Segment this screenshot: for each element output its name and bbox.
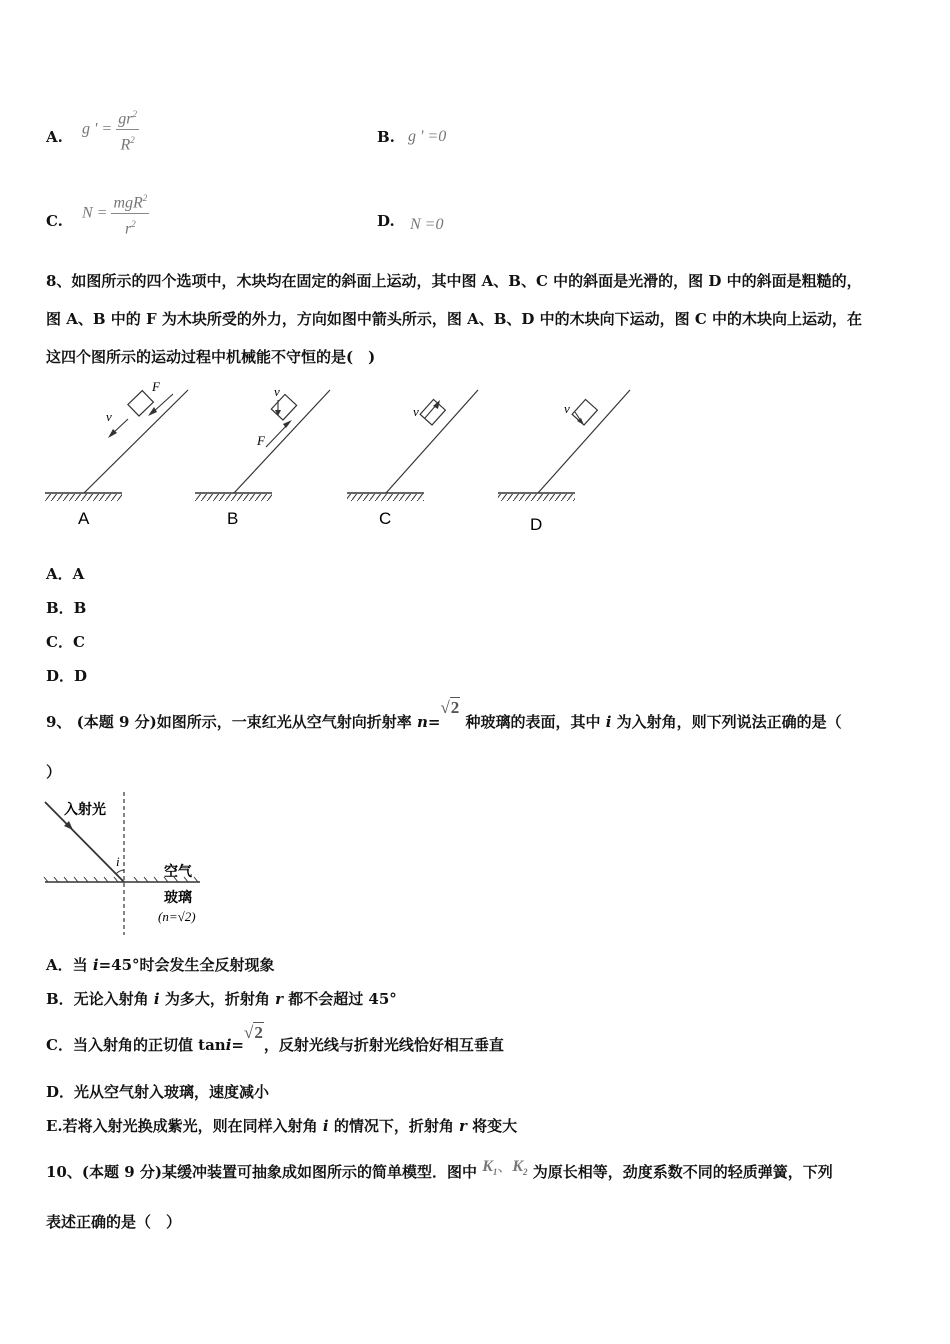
q7-option-b-formula: g ' =0 xyxy=(408,128,447,145)
q9-i: i xyxy=(605,713,612,731)
q9-c-eq: = xyxy=(231,1036,244,1054)
q7-c-num-exp: 2 xyxy=(142,193,148,203)
q8-option-c: C．C xyxy=(46,633,85,651)
q9-stem-post: 种玻璃的表面，其中 xyxy=(460,713,606,731)
q7-option-a-letter: A. xyxy=(46,128,63,146)
q8-d-velocity-label: v xyxy=(564,401,570,416)
q7-option-d-letter: D. xyxy=(377,212,395,230)
q9-e-mid: 的情况下，折射角 xyxy=(328,1117,460,1135)
q9-option-a xyxy=(46,954,275,975)
q9-b-mid: 为多大，折射角 xyxy=(159,990,276,1008)
q9-fig-incident-label: 入射光 xyxy=(64,802,106,818)
q8-a-label: A xyxy=(78,509,90,528)
q9-c-sqrt: √2 xyxy=(244,1023,263,1042)
q8-figure-a xyxy=(45,380,188,528)
q9-fig-glass-label: 玻璃 xyxy=(164,890,192,906)
q8-b-velocity-label: v xyxy=(274,384,280,399)
q9-b-r: r xyxy=(275,990,283,1008)
q9-e-r: r xyxy=(459,1117,467,1135)
q7-c-den: r xyxy=(125,220,132,238)
q8-line-2: 图 A、B 中的 F 为木块所受的外力，方向如图中箭头所示，图 A、B、D 中的木块向下运动，图 C 中的木块向上运动，在 xyxy=(46,310,863,328)
q9-option-d: D．光从空气射入玻璃，速度减小 xyxy=(46,1083,270,1101)
q10-pre: 10、(本题 9 分)某缓冲装置可抽象成如图所示的简单模型．图中 xyxy=(46,1163,483,1181)
q9-fig-i-label: i xyxy=(116,854,120,869)
q10-k1-sub: 1 xyxy=(492,1167,498,1178)
q8-line-1: 8、如图所示的四个选项中，木块均在固定的斜面上运动，其中图 A、B、C 中的斜面是光滑的，图 D 中的斜面是粗糙的， xyxy=(46,272,862,290)
q8-b-force-label: F xyxy=(257,433,265,448)
q8-c-label: C xyxy=(379,509,392,528)
q7-option-c-letter: C. xyxy=(46,212,63,230)
q9-n-label: n= xyxy=(416,713,441,731)
q10-stem xyxy=(46,1157,833,1183)
q10-k1-letter: K xyxy=(482,1158,493,1175)
q7-a-num: gr xyxy=(118,110,133,128)
q8-option-d: D．D xyxy=(46,667,88,685)
q7-a-den: R xyxy=(120,136,131,154)
q9-fig-n-label: (n=√2) xyxy=(158,909,196,924)
q9-sqrt-value: 2 xyxy=(450,698,460,717)
q9-c-post: ，反射光线与折射光线恰好相互垂直 xyxy=(263,1036,504,1054)
q9-c-i: i xyxy=(225,1036,232,1054)
q8-d-label: D xyxy=(530,515,543,534)
q7-option-a-formula xyxy=(82,104,139,156)
q10-k2-sub: 2 xyxy=(523,1167,528,1178)
q9-b-i: i xyxy=(153,990,160,1008)
q10-k1 xyxy=(482,1158,498,1178)
q8-line-3: 这四个图所示的运动过程中机械能不守恒的是( ) xyxy=(46,348,376,366)
q9-c-sqrt-value: 2 xyxy=(254,1023,263,1042)
q9-c-pre: C．当入射角的正切值 tan xyxy=(46,1036,226,1054)
q8-a-force-label: F xyxy=(152,380,160,394)
q9-a-post: =45°时会发生全反射现象 xyxy=(98,956,275,974)
q9-stem-post2: 为入射角，则下列说法正确的是（ xyxy=(611,713,842,731)
q9-option-b xyxy=(46,988,397,1009)
q9-option-e xyxy=(46,1115,517,1136)
q9-option-c xyxy=(46,1023,504,1055)
q9-e-post: 将变大 xyxy=(466,1117,518,1135)
q8-incline-figures xyxy=(40,380,660,540)
q9-refraction-figure xyxy=(40,790,210,935)
q9-fig-air-label: 空气 xyxy=(164,864,192,880)
q7-option-c-formula xyxy=(82,188,149,240)
q7-a-lhs: g ' = xyxy=(82,120,113,138)
q10-k2-letter: K xyxy=(512,1158,524,1175)
q10-line-2: 表述正确的是（ ） xyxy=(46,1213,182,1231)
q9-a-pre: A．当 xyxy=(46,956,93,974)
q7-option-d-formula: N =0 xyxy=(410,216,444,233)
q7-option-b-letter: B. xyxy=(377,128,395,146)
q7-c-lhs: N = xyxy=(82,204,108,222)
q7-a-den-exp: 2 xyxy=(130,135,135,146)
q8-a-velocity-label: v xyxy=(106,409,112,424)
q9-b-post: 都不会超过 45° xyxy=(282,990,397,1008)
q7-c-num: mgR xyxy=(113,194,143,212)
q8-option-a: A．A xyxy=(46,565,85,583)
q7-a-num-exp: 2 xyxy=(132,109,137,119)
q9-stem xyxy=(46,698,842,732)
q10-k2 xyxy=(512,1158,528,1178)
q8-figure-c xyxy=(347,390,478,528)
q9-sqrt: √2 xyxy=(440,698,460,717)
q8-figure-b xyxy=(195,384,330,528)
q7-c-den-exp: 2 xyxy=(131,219,136,230)
q8-b-label: B xyxy=(227,509,239,528)
q9-e-pre: E.若将入射光换成紫光，则在同样入射角 xyxy=(46,1117,323,1135)
q9-b-pre: B．无论入射角 xyxy=(46,990,154,1008)
q10-post: 为原长相等，劲度系数不同的轻质弹簧，下列 xyxy=(527,1163,833,1181)
q8-option-b: B．B xyxy=(46,599,87,617)
q10-sep: 、 xyxy=(497,1157,513,1175)
q8-figure-d xyxy=(498,390,630,534)
q8-c-velocity-label: v xyxy=(413,404,419,419)
q9-e-i: i xyxy=(322,1117,329,1135)
q9-stem-close: ） xyxy=(46,763,62,781)
q9-a-i: i xyxy=(92,956,99,974)
q9-stem-pre: 9、 (本题 9 分)如图所示，一束红光从空气射向折射率 xyxy=(46,713,417,731)
